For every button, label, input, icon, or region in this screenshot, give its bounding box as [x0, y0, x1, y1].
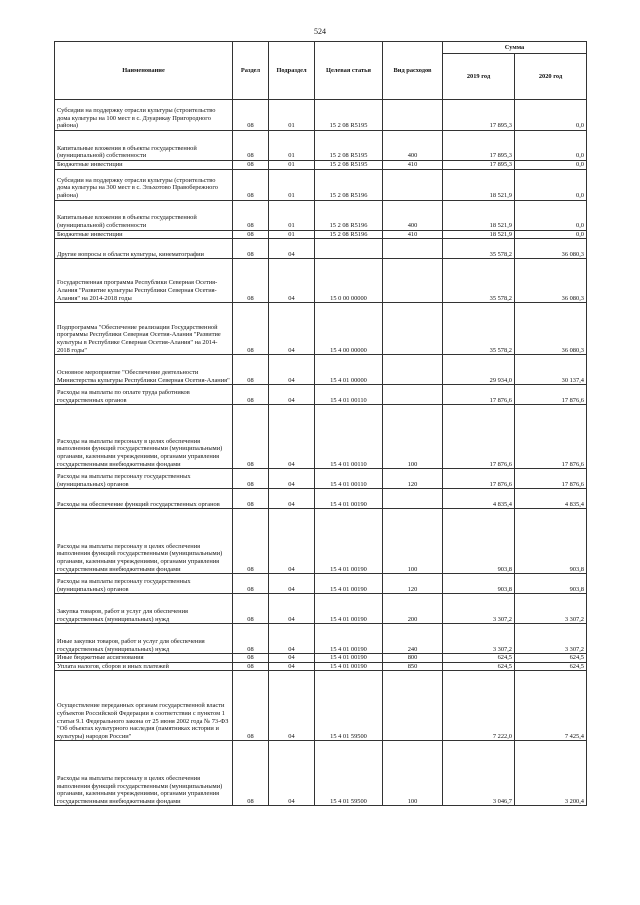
row-amount-2019-cell: 903,8 [443, 509, 515, 574]
row-amount-2019-cell: 3 046,7 [443, 741, 515, 806]
row-section-cell: 08 [233, 230, 269, 239]
row-expense-type-cell: 400 [383, 200, 443, 230]
header-expense-type: Вид расходов [383, 42, 443, 100]
row-subsection-cell: 04 [269, 509, 315, 574]
table-row [55, 239, 587, 259]
row-amount-2020-cell: 17 876,6 [515, 405, 587, 469]
row-name-cell: Иные закупки товаров, работ и услуг для обеспечения государственных (муниципальных) нужд [55, 624, 233, 654]
row-section-cell: 08 [233, 303, 269, 355]
row-target-article-cell: 15 4 01 59500 [315, 741, 383, 806]
row-target-article-cell: 15 2 08 R5195 [315, 161, 383, 170]
row-amount-2020-cell: 36 080,3 [515, 303, 587, 355]
table-row [55, 489, 587, 509]
row-subsection-cell: 04 [269, 355, 315, 385]
header-section: Раздел [233, 42, 269, 100]
row-expense-type-cell: 200 [383, 594, 443, 624]
row-amount-2020-cell: 36 080,3 [515, 239, 587, 259]
row-amount-2019-cell: 3 307,2 [443, 624, 515, 654]
row-amount-2020-cell: 624,5 [515, 662, 587, 671]
table-row [55, 624, 587, 654]
row-amount-2020-cell: 4 835,4 [515, 489, 587, 509]
row-name-cell: Уплата налогов, сборов и иных платежей [55, 662, 233, 671]
row-name-cell: Государственная программа Республики Северная Осетия-Алания "Развитие культуры Республики Северная Осетия-Алания" на 2014-2018 годы [55, 259, 233, 303]
row-section-cell: 08 [233, 355, 269, 385]
row-name-cell: Расходы на выплаты персоналу в целях обеспечения выполнения функций государственными (муниципальными) органами, казенными учреждениями, органами управления государственными внебюджетными фондами [55, 405, 233, 469]
row-amount-2019-cell: 17 895,3 [443, 131, 515, 161]
header-year-2019: 2019 год [443, 54, 515, 100]
row-amount-2020-cell: 36 080,3 [515, 259, 587, 303]
row-expense-type-cell: 100 [383, 509, 443, 574]
row-name-cell: Другие вопросы в области культуры, кинематографии [55, 239, 233, 259]
row-amount-2019-cell: 7 222,0 [443, 671, 515, 741]
row-expense-type-cell: 400 [383, 131, 443, 161]
row-subsection-cell: 04 [269, 594, 315, 624]
header-year-2020: 2020 год [515, 54, 587, 100]
row-section-cell: 08 [233, 161, 269, 170]
table-row [55, 200, 587, 230]
row-expense-type-cell: 100 [383, 741, 443, 806]
row-amount-2019-cell: 624,5 [443, 662, 515, 671]
row-name-cell: Расходы на выплаты персоналу государственных (муниципальных) органов [55, 574, 233, 594]
row-subsection-cell: 04 [269, 574, 315, 594]
row-target-article-cell: 15 4 01 00190 [315, 624, 383, 654]
row-amount-2020-cell: 903,8 [515, 574, 587, 594]
table-row [55, 230, 587, 239]
row-expense-type-cell: 240 [383, 624, 443, 654]
row-name-cell: Расходы на выплаты персоналу государственных (муниципальных) органов [55, 469, 233, 489]
header-subsection: Подраздел [269, 42, 315, 100]
row-expense-type-cell [383, 355, 443, 385]
row-amount-2019-cell: 18 521,9 [443, 169, 515, 200]
row-target-article-cell: 15 4 01 00110 [315, 385, 383, 405]
table-row [55, 671, 587, 741]
row-section-cell: 08 [233, 469, 269, 489]
row-section-cell: 08 [233, 624, 269, 654]
row-target-article-cell [315, 239, 383, 259]
row-subsection-cell: 01 [269, 169, 315, 200]
table-row [55, 741, 587, 806]
row-expense-type-cell [383, 303, 443, 355]
table-row [55, 509, 587, 574]
row-expense-type-cell: 850 [383, 662, 443, 671]
row-target-article-cell: 15 4 00 00000 [315, 303, 383, 355]
row-amount-2020-cell: 0,0 [515, 161, 587, 170]
row-name-cell: Бюджетные инвестиции [55, 161, 233, 170]
table-row [55, 131, 587, 161]
row-amount-2020-cell: 0,0 [515, 100, 587, 131]
row-amount-2019-cell: 17 876,6 [443, 405, 515, 469]
row-subsection-cell: 01 [269, 161, 315, 170]
row-subsection-cell: 04 [269, 671, 315, 741]
row-subsection-cell: 04 [269, 741, 315, 806]
row-amount-2019-cell: 3 307,2 [443, 594, 515, 624]
row-amount-2019-cell: 903,8 [443, 574, 515, 594]
row-section-cell: 08 [233, 509, 269, 574]
row-amount-2019-cell: 17 876,6 [443, 469, 515, 489]
row-section-cell: 08 [233, 671, 269, 741]
table-row [55, 405, 587, 469]
row-expense-type-cell [383, 671, 443, 741]
row-expense-type-cell: 800 [383, 654, 443, 663]
row-amount-2019-cell: 17 895,3 [443, 161, 515, 170]
row-subsection-cell: 04 [269, 385, 315, 405]
row-name-cell: Расходы на выплаты персоналу в целях обеспечения выполнения функций государственными (муниципальными) органами, казенными учреждениями, органами управления государственными внебюджетными фондами [55, 509, 233, 574]
row-name-cell: Иные бюджетные ассигнования [55, 654, 233, 663]
row-subsection-cell: 01 [269, 100, 315, 131]
row-expense-type-cell [383, 385, 443, 405]
row-target-article-cell: 15 4 01 00190 [315, 489, 383, 509]
row-section-cell: 08 [233, 489, 269, 509]
row-amount-2020-cell: 903,8 [515, 509, 587, 574]
table-row [55, 161, 587, 170]
row-subsection-cell: 01 [269, 230, 315, 239]
row-amount-2020-cell: 0,0 [515, 131, 587, 161]
row-amount-2019-cell: 17 876,6 [443, 385, 515, 405]
row-target-article-cell: 15 4 01 00110 [315, 469, 383, 489]
row-name-cell: Капитальные вложения в объекты государственной (муниципальной) собственности [55, 131, 233, 161]
table-row [55, 259, 587, 303]
table-row [55, 469, 587, 489]
row-section-cell: 08 [233, 239, 269, 259]
row-section-cell: 08 [233, 654, 269, 663]
row-name-cell: Расходы на обеспечение функций государственных органов [55, 489, 233, 509]
row-subsection-cell: 04 [269, 303, 315, 355]
table-row [55, 169, 587, 200]
row-target-article-cell: 15 2 08 R5195 [315, 100, 383, 131]
row-amount-2019-cell: 35 578,2 [443, 239, 515, 259]
row-target-article-cell: 15 4 01 00190 [315, 594, 383, 624]
table-body [55, 100, 587, 806]
row-section-cell: 08 [233, 200, 269, 230]
row-amount-2020-cell: 3 307,2 [515, 594, 587, 624]
row-amount-2019-cell: 18 521,9 [443, 230, 515, 239]
table-header [55, 42, 587, 100]
row-amount-2020-cell: 3 307,2 [515, 624, 587, 654]
row-subsection-cell: 01 [269, 200, 315, 230]
row-target-article-cell: 15 0 00 00000 [315, 259, 383, 303]
row-subsection-cell: 04 [269, 239, 315, 259]
row-name-cell: Субсидии на поддержку отрасли культуры (строительство дома культуры на 300 мест в с. Эльхотово Правобережного района) [55, 169, 233, 200]
row-name-cell: Основное мероприятие "Обеспечение деятельности Министерства культуры Республики Северная Осетия-Алания" [55, 355, 233, 385]
row-amount-2020-cell: 17 876,6 [515, 469, 587, 489]
row-expense-type-cell: 120 [383, 469, 443, 489]
row-expense-type-cell [383, 259, 443, 303]
row-subsection-cell: 04 [269, 624, 315, 654]
header-target-article: Целевая статья [315, 42, 383, 100]
row-subsection-cell: 04 [269, 662, 315, 671]
row-section-cell: 08 [233, 741, 269, 806]
row-name-cell: Расходы на выплаты персоналу в целях обеспечения выполнения функций государственными (муниципальными) органами, казенными учреждениями, органами управления государственными внебюджетными фондами [55, 741, 233, 806]
row-amount-2020-cell: 0,0 [515, 169, 587, 200]
row-amount-2019-cell: 624,5 [443, 654, 515, 663]
row-section-cell: 08 [233, 259, 269, 303]
row-subsection-cell: 04 [269, 405, 315, 469]
row-target-article-cell: 15 2 08 R5195 [315, 131, 383, 161]
row-target-article-cell: 15 4 01 00190 [315, 574, 383, 594]
row-section-cell: 08 [233, 131, 269, 161]
row-name-cell: Закупка товаров, работ и услуг для обеспечения государственных (муниципальных) нужд [55, 594, 233, 624]
row-amount-2020-cell: 624,5 [515, 654, 587, 663]
row-target-article-cell: 15 4 01 59500 [315, 671, 383, 741]
page-number: 524 [314, 27, 326, 36]
row-amount-2019-cell: 29 934,0 [443, 355, 515, 385]
row-name-cell: Бюджетные инвестиции [55, 230, 233, 239]
row-name-cell: Субсидии на поддержку отрасли культуры (строительство дома культуры на 100 мест в с. Дзуарикау Пригородного района) [55, 100, 233, 131]
row-target-article-cell: 15 4 01 00000 [315, 355, 383, 385]
row-amount-2020-cell: 0,0 [515, 230, 587, 239]
row-name-cell: Расходы на выплаты по оплате труда работников государственных органов [55, 385, 233, 405]
table-row [55, 385, 587, 405]
row-subsection-cell: 01 [269, 131, 315, 161]
row-section-cell: 08 [233, 574, 269, 594]
row-amount-2020-cell: 3 200,4 [515, 741, 587, 806]
row-name-cell: Осуществление переданных органам государственной власти субъектов Российской Федерации в соответствии с пунктом 1 статьи 9.1 Федерального закона от 25 июня 2002 года № 73-ФЗ "Об объектах культурного наследия (памятниках истории и культуры) народов России" [55, 671, 233, 741]
row-section-cell: 08 [233, 169, 269, 200]
row-target-article-cell: 15 4 01 00190 [315, 662, 383, 671]
row-expense-type-cell: 120 [383, 574, 443, 594]
row-subsection-cell: 04 [269, 259, 315, 303]
row-amount-2019-cell: 17 895,3 [443, 100, 515, 131]
row-target-article-cell: 15 2 08 R5196 [315, 200, 383, 230]
row-amount-2020-cell: 0,0 [515, 200, 587, 230]
row-name-cell: Капитальные вложения в объекты государственной (муниципальной) собственности [55, 200, 233, 230]
row-amount-2019-cell: 35 578,2 [443, 303, 515, 355]
table-row [55, 654, 587, 663]
row-amount-2020-cell: 30 137,4 [515, 355, 587, 385]
row-expense-type-cell [383, 239, 443, 259]
table-row [55, 574, 587, 594]
row-target-article-cell: 15 2 08 R5196 [315, 169, 383, 200]
header-name: Наименование [55, 42, 233, 100]
row-expense-type-cell: 410 [383, 161, 443, 170]
row-amount-2020-cell: 7 425,4 [515, 671, 587, 741]
row-subsection-cell: 04 [269, 654, 315, 663]
row-section-cell: 08 [233, 100, 269, 131]
table-row [55, 662, 587, 671]
row-subsection-cell: 04 [269, 489, 315, 509]
header-sum: Сумма [443, 42, 587, 54]
row-expense-type-cell [383, 169, 443, 200]
row-target-article-cell: 15 4 01 00190 [315, 509, 383, 574]
row-target-article-cell: 15 4 01 00190 [315, 654, 383, 663]
row-amount-2019-cell: 18 521,9 [443, 200, 515, 230]
row-amount-2020-cell: 17 876,6 [515, 385, 587, 405]
table-row [55, 303, 587, 355]
table-row [55, 355, 587, 385]
row-section-cell: 08 [233, 385, 269, 405]
row-amount-2019-cell: 4 835,4 [443, 489, 515, 509]
row-expense-type-cell: 100 [383, 405, 443, 469]
row-amount-2019-cell: 35 578,2 [443, 259, 515, 303]
row-target-article-cell: 15 2 08 R5196 [315, 230, 383, 239]
row-section-cell: 08 [233, 405, 269, 469]
row-section-cell: 08 [233, 662, 269, 671]
row-target-article-cell: 15 4 01 00110 [315, 405, 383, 469]
row-expense-type-cell: 410 [383, 230, 443, 239]
row-expense-type-cell [383, 100, 443, 131]
row-expense-type-cell [383, 489, 443, 509]
table-row [55, 594, 587, 624]
row-name-cell: Подпрограмма "Обеспечение реализации Государственной программы Республики Северная Осетия-Алания "Развитие культуры в Республике Северная Осетия-Алания" на 2014-2018 годы" [55, 303, 233, 355]
budget-table [54, 41, 587, 806]
table-row [55, 100, 587, 131]
row-section-cell: 08 [233, 594, 269, 624]
row-subsection-cell: 04 [269, 469, 315, 489]
